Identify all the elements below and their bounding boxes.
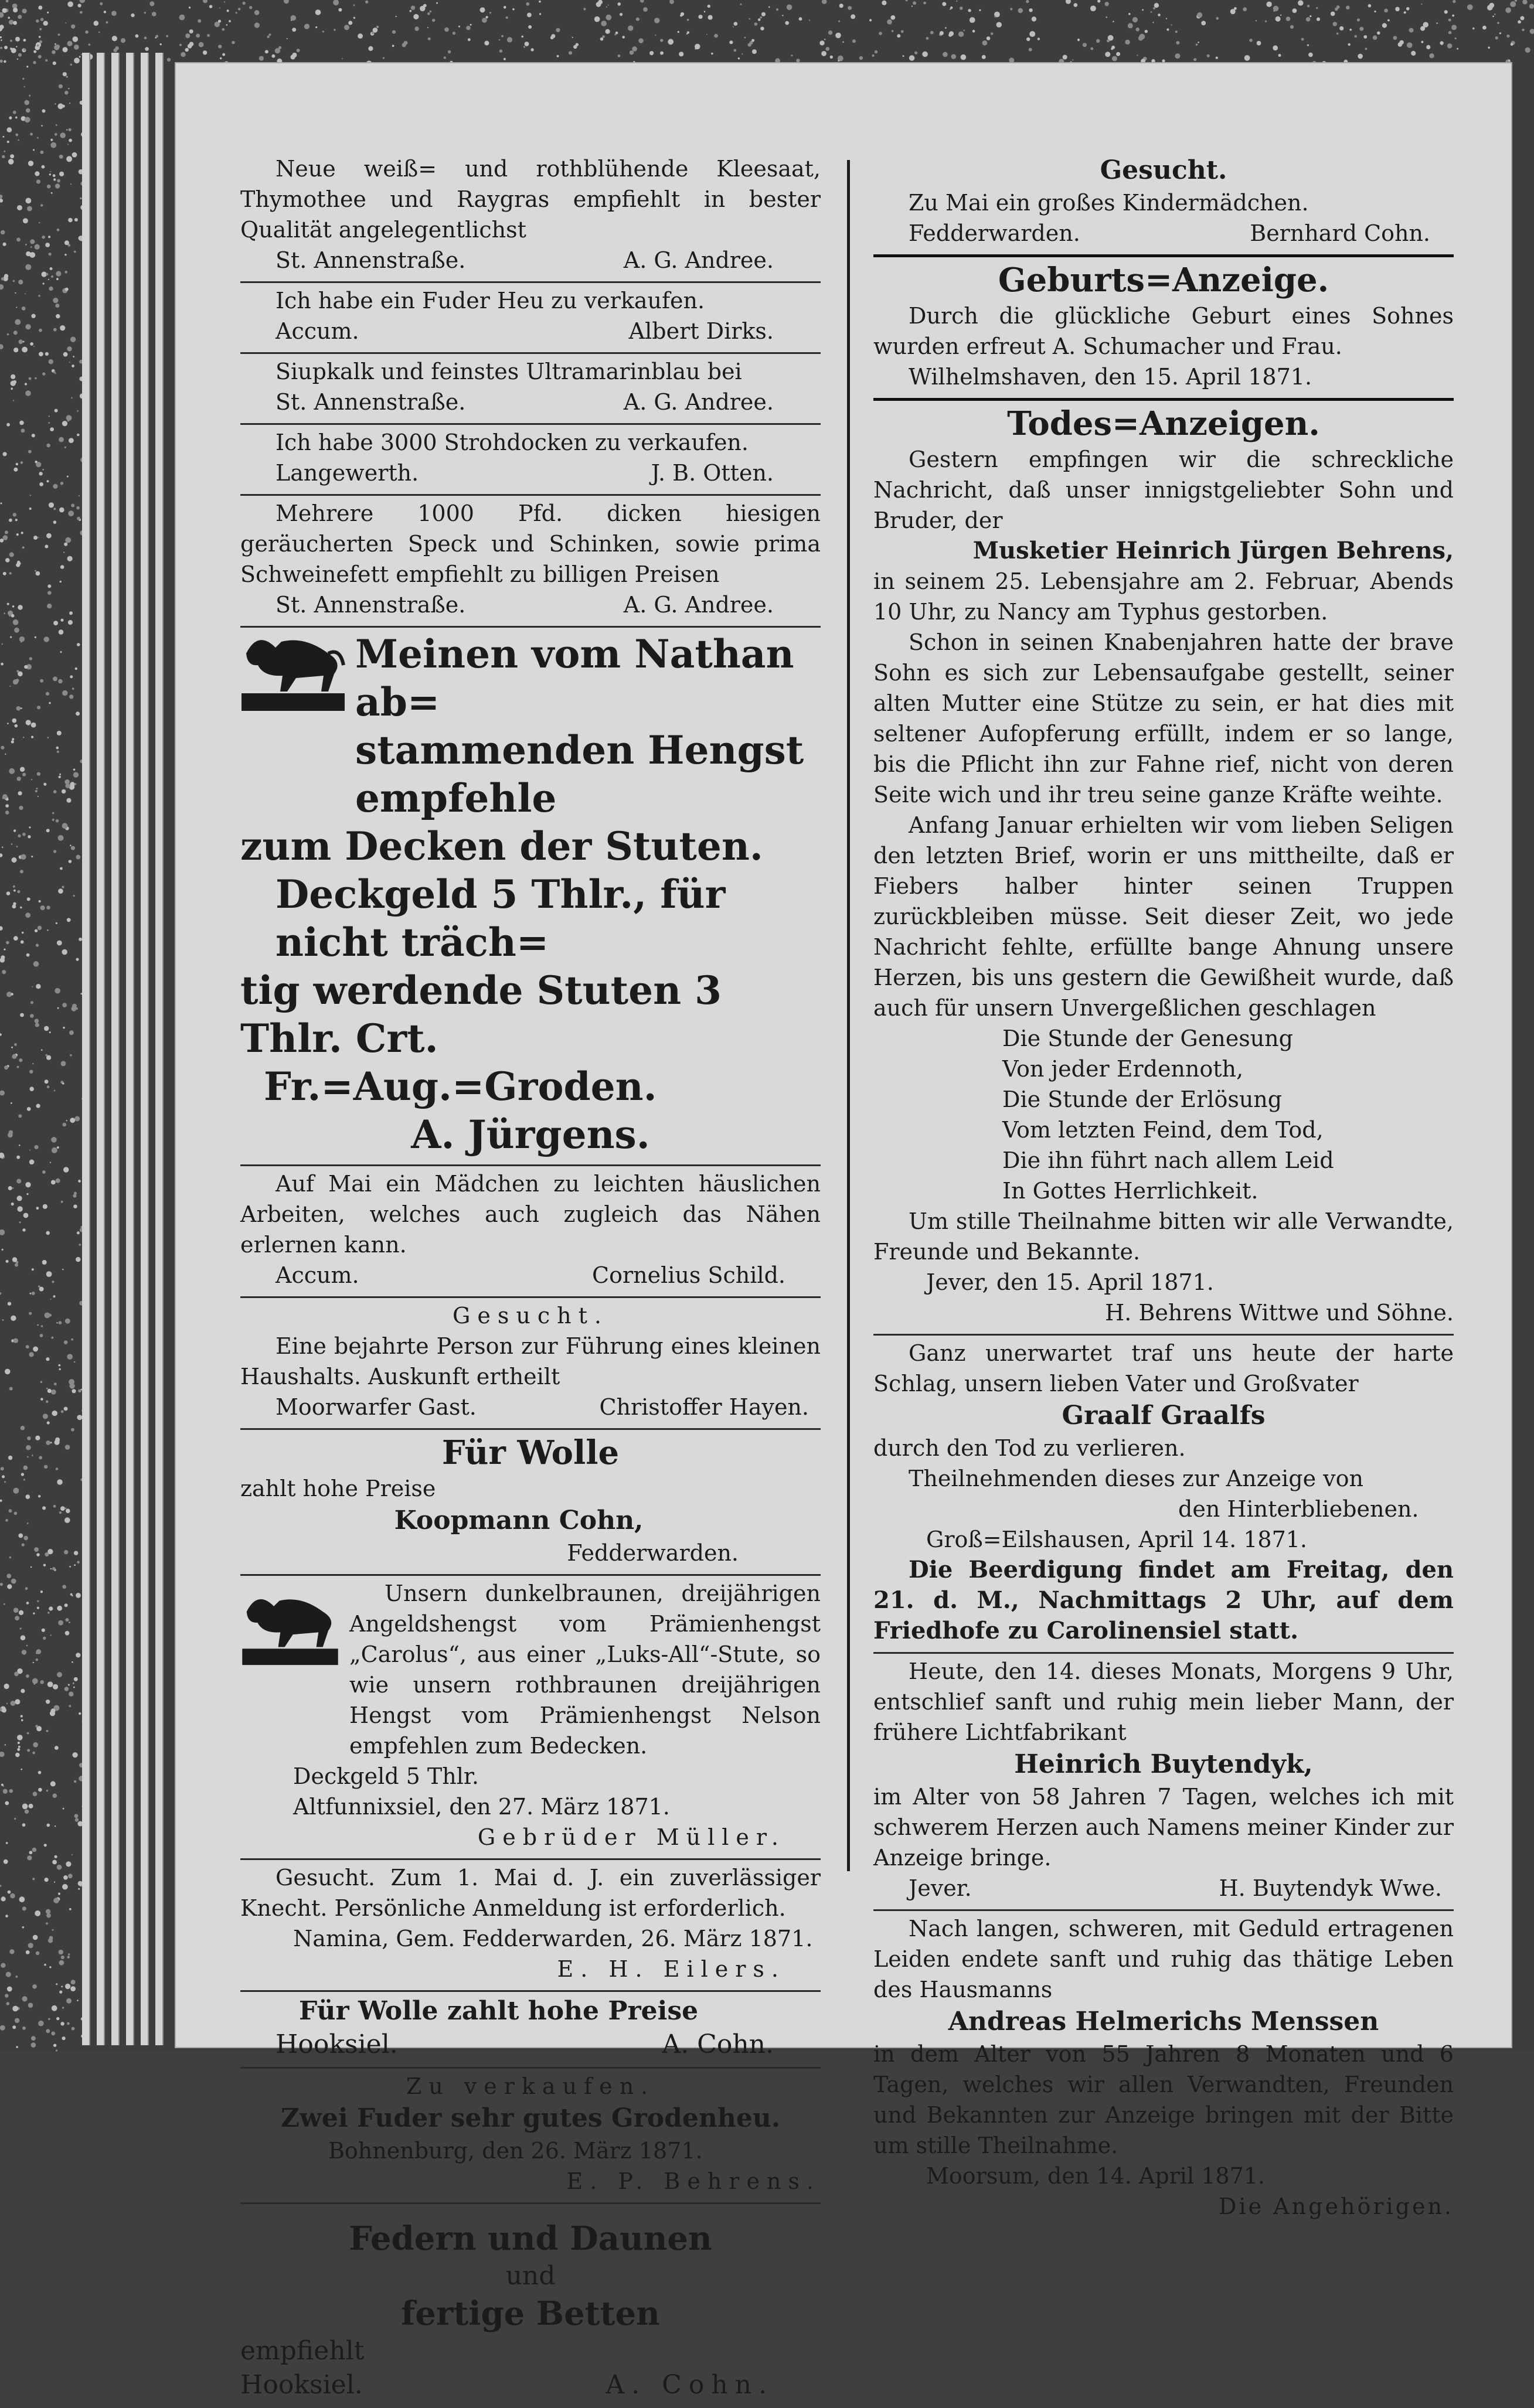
newspaper-page <box>176 63 1511 2400</box>
ad-place: Accum. <box>275 318 359 344</box>
ad-place: St. Annenstraße. <box>275 592 466 618</box>
ad-text: Zu Mai ein großes Kindermädchen. <box>909 190 1309 216</box>
ad-date: Groß=Eilshausen, April 14. 1871. <box>926 1527 1308 1552</box>
ad-signature <box>240 1392 821 1422</box>
ad-wolle <box>240 1430 821 1576</box>
poem-line: Die Stunde der Erlösung <box>1002 1087 1283 1112</box>
ad-sign: den Hinterbliebenen. <box>1178 1496 1419 1522</box>
ad-heading: Gesucht. <box>453 1303 608 1329</box>
ad-betten <box>240 2204 821 2408</box>
ad-text: Mehrere 1000 Pfd. dicken hiesigen geräucherten Speck und Schinken, sowie prima Schweinefett empfiehlt zu billigen Preisen <box>240 500 821 587</box>
ad-text: Eine bejahrte Person zur Führung eines kleinen Haushalts. Auskunft ertheilt <box>240 1333 821 1389</box>
ad-date: Jever, den 15. April 1871. <box>926 1269 1214 1295</box>
section-heading: Geburts=Anzeige. <box>998 261 1329 299</box>
ad-name: Christoffer Hayen. <box>599 1394 809 1420</box>
ad-text: zahlt hohe Preise <box>240 1476 436 1501</box>
page-edge <box>141 53 149 2045</box>
hengst-line: Fr.=Aug.=Groden. <box>264 1064 657 1109</box>
deceased-name: Andreas Helmerichs Menssen <box>948 2007 1379 2036</box>
ad-text: in dem Alter von 55 Jahren 8 Monaten und 6 Tagen, welches wir allen Verwandten, Freunden und Bekannten zur Anzeige bringen mit der Bitte um stille Theilnahme. <box>873 2041 1454 2158</box>
ad-name: E. P. Behrens. <box>566 2168 821 2194</box>
ad-signature <box>240 387 821 417</box>
ad-text: durch den Tod zu verlieren. <box>873 1435 1186 1461</box>
ad-grodenheu <box>240 2069 821 2204</box>
horse-icon <box>240 1590 340 1668</box>
page-edge <box>111 53 120 2045</box>
ad-sign: H. Behrens Wittwe und Söhne. <box>1105 1300 1454 1326</box>
hengst-line: tig werdende Stuten 3 Thlr. Crt. <box>240 968 722 1061</box>
poem <box>873 1023 1454 1206</box>
ad-text: Gestern empfingen wir die schreckliche Nachricht, daß unser innigstgeliebter Sohn und Bruder, der <box>873 447 1454 533</box>
section-heading: Todes=Anzeigen. <box>1007 404 1320 443</box>
ad-date: Namina, Gem. Fedderwarden, 26. März 1871. <box>293 1926 813 1951</box>
ad-place: St. Annenstraße. <box>275 247 466 273</box>
ad-heading: und <box>505 2261 556 2291</box>
ad-strohdocken <box>240 425 821 496</box>
ad-text: Durch die glückliche Geburt eines Sohnes wurden erfreut A. Schumacher und Frau. <box>873 303 1454 359</box>
page-edge <box>155 53 164 2045</box>
ad-name: Albert Dirks. <box>628 318 774 344</box>
deceased-name: Musketier Heinrich Jürgen Behrens, <box>972 537 1454 564</box>
geburts-anzeige <box>873 257 1454 401</box>
ad-signature <box>240 2028 821 2061</box>
hengst-name: A. Jürgens. <box>411 1112 650 1157</box>
ad-text: empfiehlt <box>240 2336 365 2366</box>
ad-signature <box>240 316 821 346</box>
poem-line: Von jeder Erdennoth, <box>1002 1056 1244 1082</box>
right-column <box>873 151 1454 2228</box>
ad-heading: fertige Betten <box>401 2294 660 2333</box>
ad-hengst <box>240 628 821 1166</box>
ad-signature <box>240 590 821 620</box>
ad-signature <box>240 1260 821 1290</box>
ad-name: E. H. Eilers. <box>557 1956 785 1982</box>
ad-name: A. Cohn. <box>606 2370 774 2400</box>
ad-signature <box>240 458 821 488</box>
ad-text: Auf Mai ein Mädchen zu leichten häuslichen Arbeiten, welches auch zugleich das Nähen erlernen kann. <box>240 1171 821 1258</box>
hengst-line: stammenden Hengst empfehle <box>355 727 804 821</box>
ad-text: Um stille Theilnahme bitten wir alle Verwandte, Freunde und Bekannte. <box>873 1208 1454 1265</box>
column-divider <box>847 160 850 1871</box>
ad-name: H. Buytendyk Wwe. <box>1219 1875 1442 1901</box>
page-edge <box>82 53 90 2045</box>
hengst-line: zum Decken der Stuten. <box>240 823 763 869</box>
ad-text: Neue weiß= und rothblühende Kleesaat, Thymothee und Raygras empfiehlt in bester Qualität angelegentlichst <box>240 156 821 243</box>
ad-date: Altfunnixsiel, den 27. März 1871. <box>293 1794 670 1820</box>
ad-text: im Alter von 58 Jahren 7 Tagen, welches ich mit schwerem Herzen auch Namens meiner Kinder zur Anzeige bringe. <box>873 1784 1454 1871</box>
ad-text: Theilnehmenden dieses zur Anzeige von <box>909 1466 1363 1491</box>
poem-line: Die Stunde der Genesung <box>1002 1026 1293 1051</box>
todes-anzeige-graalfs <box>873 1336 1454 1654</box>
ad-heu <box>240 283 821 354</box>
ad-ultramarin <box>240 354 821 425</box>
ad-heading: Für Wolle <box>441 1433 620 1472</box>
poem-line: In Gottes Herrlichkeit. <box>1002 1178 1259 1204</box>
ad-text: in seinem 25. Lebensjahre am 2. Februar, Abends 10 Uhr, zu Nancy am Typhus gestorben. <box>873 568 1454 625</box>
ad-place: Fedderwarden. <box>567 1540 739 1566</box>
ad-fee: Deckgeld 5 Thlr. <box>293 1763 479 1789</box>
todes-anzeige-buytendyk <box>873 1654 1454 1911</box>
ad-date: Wilhelmshaven, den 15. April 1871. <box>909 364 1312 390</box>
ad-maedchen <box>240 1166 821 1298</box>
horse-icon <box>240 630 346 714</box>
ad-sign: Die Angehörigen. <box>1219 2194 1454 2219</box>
deceased-name: Graalf Graalfs <box>1062 1401 1266 1431</box>
ad-kleesaat <box>240 151 821 283</box>
ad-signature <box>240 2368 821 2402</box>
ad-text: Ich habe ein Fuder Heu zu verkaufen. <box>275 288 705 314</box>
ad-text: Gesucht. Zum 1. Mai d. J. ein zuverlässiger Knecht. Persönliche Anmeldung ist erforderlich. <box>240 1865 821 1921</box>
todes-anzeige-behrens <box>873 401 1454 1336</box>
ad-date: Bohnenburg, den 26. März 1871. <box>328 2138 703 2164</box>
ad-place: Moorwarfer Gast. <box>275 1394 477 1420</box>
ad-haushalt <box>240 1298 821 1430</box>
ad-heading: Für Wolle zahlt hohe Preise <box>299 1996 699 2026</box>
ad-place: Hooksiel. <box>275 2029 398 2059</box>
poem-line: Vom letzten Feind, dem Tod, <box>1002 1117 1324 1143</box>
ad-place: Langewerth. <box>275 460 419 486</box>
deceased-name: Heinrich Buytendyk, <box>1014 1749 1313 1779</box>
ad-signature <box>873 1873 1454 1903</box>
ad-name: Cornelius Schild. <box>592 1262 785 1288</box>
left-column <box>240 151 821 2408</box>
ad-signature <box>240 245 821 275</box>
hengst-line: Meinen vom Nathan ab= <box>355 631 794 725</box>
ad-text: Ganz unerwartet traf uns heute der harte Schlag, unsern lieben Vater und Großvater <box>873 1340 1454 1397</box>
ad-name: J. B. Otten. <box>651 460 774 486</box>
page-edge <box>126 53 134 2045</box>
ad-name: Gebrüder Müller. <box>477 1824 785 1850</box>
ad-wolle-cohn <box>240 1992 821 2069</box>
ad-text: Nach langen, schweren, mit Geduld ertragenen Leiden endete sanft und ruhig das thätige Leben des Hausmanns <box>873 1916 1454 2002</box>
ad-name: Koopmann Cohn, <box>394 1506 644 1535</box>
ad-name: A. G. Andree. <box>623 389 774 415</box>
ad-speck <box>240 496 821 628</box>
ad-name: A. G. Andree. <box>623 592 774 618</box>
ad-name: Bernhard Cohn. <box>1250 220 1430 246</box>
ad-knecht <box>240 1860 821 1992</box>
ad-signature <box>873 218 1454 248</box>
ad-heading: Zu verkaufen. <box>406 2073 655 2099</box>
ad-text: Schon in seinen Knabenjahren hatte der brave Sohn es sich zur Lebensaufgabe gestellt, seiner alten Mutter eine Stütze zu sein, er hat dies mit seltener Aufopferung erfüllt, indem er so lange, bis die Pflicht ihn zur Fahne rief, nicht von deren Seite wich und ihr treu seine ganze Kräfte weihte. <box>873 629 1454 808</box>
hengst-line: Deckgeld 5 Thlr., für nicht träch= <box>275 871 726 965</box>
ad-text: Unsern dunkelbraunen, dreijährigen Angeldshengst vom Prämienhengst „Carolus“, aus einer „Luks-All“-Stute, so wie unsern rothbraunen dreijährigen Hengst vom Prämienhengst Nelson empfehlen zum Bedecken. <box>349 1581 821 1759</box>
poem-line: Die ihn führt nach allem Leid <box>1002 1147 1334 1173</box>
ad-place: Accum. <box>275 1262 359 1288</box>
ad-text: Ich habe 3000 Strohdocken zu verkaufen. <box>275 430 749 455</box>
ad-text: Anfang Januar erhielten wir vom lieben Seligen den letzten Brief, worin er uns mittheilte, daß er Fiebers halber hinter seinen Truppen zurückbleiben müsse. Seit dieser Zeit, wo jede Nachricht fehlte, erfüllte bange Ahnung unsere Herzen, bis uns gestern die Gewißheit wurde, daß auch für unsern Unvergeßlichen geschlagen <box>873 812 1454 1021</box>
ad-carolus <box>240 1576 821 1860</box>
ad-place: Fedderwarden. <box>909 220 1080 246</box>
ad-date: Moorsum, den 14. April 1871. <box>926 2163 1265 2189</box>
funeral-notice: Die Beerdigung findet am Freitag, den 21. d. M., Nachmittags 2 Uhr, auf dem Friedhofe zu Carolinensiel statt. <box>873 1556 1454 1644</box>
ad-name: A. G. Andree. <box>623 247 774 273</box>
ad-text: Heute, den 14. dieses Monats, Morgens 9 Uhr, entschlief sanft und ruhig mein lieber Mann, der frühere Lichtfabrikant <box>873 1658 1454 1745</box>
todes-anzeige-menssen <box>873 1911 1454 2228</box>
ad-place: Hooksiel. <box>240 2370 363 2400</box>
ad-place: St. Annenstraße. <box>275 389 466 415</box>
ad-text: Siupkalk und feinstes Ultramarinblau bei <box>275 359 742 384</box>
ad-kindermaedchen <box>873 151 1454 257</box>
ad-name: A. Cohn. <box>662 2029 774 2059</box>
ad-place: Jever. <box>909 1875 972 1901</box>
ad-heading: Federn und Daunen <box>349 2219 712 2258</box>
ad-heading: Gesucht. <box>1100 155 1227 185</box>
ad-line: Zwei Fuder sehr gutes Grodenheu. <box>280 2103 781 2133</box>
page-edge <box>97 53 105 2045</box>
